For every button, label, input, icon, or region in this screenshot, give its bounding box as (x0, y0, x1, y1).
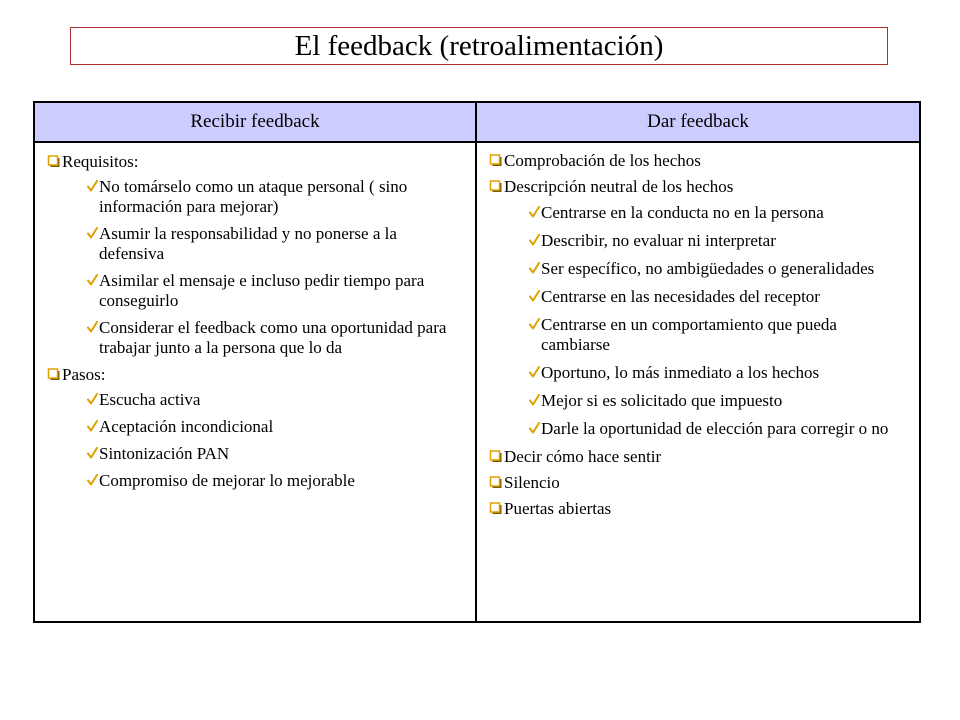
sub-list-item (87, 471, 465, 491)
list-item (489, 499, 909, 519)
checkmark-icon (87, 474, 98, 486)
sub-list-item (529, 315, 909, 355)
checkmark-icon (529, 366, 540, 378)
recibir-list (47, 152, 465, 491)
checkbox-bullet-icon (489, 180, 503, 193)
sub-list-item-text: Darle la oportunidad de elección para corregir o no (541, 419, 889, 438)
list-item-text: Comprobación de los hechos (504, 151, 701, 170)
slide-title-box (70, 27, 888, 65)
checkbox-bullet-icon (489, 450, 503, 463)
list-item-text: Puertas abiertas (504, 499, 612, 518)
checkmark-icon (529, 206, 540, 218)
body-row (34, 142, 920, 622)
dar-list (489, 151, 909, 519)
checkmark-icon (87, 227, 98, 239)
list-item-text: Silencio (504, 473, 560, 492)
checkmark-icon (87, 447, 98, 459)
checkmark-icon (87, 274, 98, 286)
sub-list-item-text: Compromiso de mejorar lo mejorable (99, 471, 355, 490)
checkmark-icon (529, 290, 540, 302)
feedback-table (33, 101, 921, 623)
recibir-cell (34, 142, 476, 622)
checkbox-bullet-icon (47, 155, 61, 168)
sub-list-item (87, 224, 465, 264)
sub-list-item-text: Asimilar el mensaje e incluso pedir tiempo para conseguirlo (99, 271, 425, 310)
sub-list-item (87, 417, 465, 437)
list-item-text: Pasos: (62, 365, 106, 384)
checkmark-icon (529, 262, 540, 274)
checkmark-icon (529, 422, 540, 434)
sub-list-item-text: Ser específico, no ambigüedades o generalidades (541, 259, 875, 278)
sub-list-item-text: Mejor si es solicitado que impuesto (541, 391, 783, 410)
sub-list-item (87, 318, 465, 358)
checkmark-icon (529, 394, 540, 406)
checkmark-icon (529, 318, 540, 330)
sub-list-item-text: No tomárselo como un ataque personal ( sino información para mejorar) (99, 177, 408, 216)
sub-list-item (529, 231, 909, 251)
header-dar: Dar feedback (476, 102, 920, 142)
list-item (47, 365, 465, 385)
sub-list-item-text: Asumir la responsabilidad y no ponerse a la defensiva (99, 224, 397, 263)
sub-list-item-text: Escucha activa (99, 390, 201, 409)
sub-list-item (529, 363, 909, 383)
checkmark-icon (87, 420, 98, 432)
checkbox-bullet-icon (489, 154, 503, 167)
list-item-text: Requisitos: (62, 152, 139, 171)
slide-title: El feedback (retroalimentación) (294, 29, 664, 62)
list-item-text: Decir cómo hace sentir (504, 447, 662, 466)
dar-cell (476, 142, 920, 622)
sub-list-item (529, 391, 909, 411)
sub-list-item-text: Aceptación incondicional (99, 417, 274, 436)
header-recibir: Recibir feedback (34, 102, 476, 142)
list-item (47, 152, 465, 172)
sub-list-item (529, 419, 909, 439)
sub-list-item (87, 177, 465, 217)
list-item (489, 473, 909, 493)
sub-list-item (529, 287, 909, 307)
sub-list-item-text: Describir, no evaluar ni interpretar (541, 231, 776, 250)
sub-list-item-text: Oportuno, lo más inmediato a los hechos (541, 363, 820, 382)
checkmark-icon (87, 393, 98, 405)
sub-list-item (87, 271, 465, 311)
sub-list-item (529, 259, 909, 279)
checkmark-icon (87, 180, 98, 192)
checkmark-icon (87, 321, 98, 333)
sub-list-item (87, 444, 465, 464)
sub-list-item (529, 203, 909, 223)
header-row (34, 102, 920, 142)
checkbox-bullet-icon (47, 368, 61, 381)
sub-list-item-text: Centrarse en las necesidades del receptor (541, 287, 820, 306)
checkbox-bullet-icon (489, 502, 503, 515)
sub-list-item-text: Considerar el feedback como una oportunidad para trabajar junto a la persona que lo da (99, 318, 447, 357)
sub-list-item-text: Centrarse en un comportamiento que pueda cambiarse (541, 315, 837, 354)
list-item (489, 151, 909, 171)
list-item (489, 177, 909, 197)
list-item (489, 447, 909, 467)
sub-list-item-text: Centrarse en la conducta no en la persona (541, 203, 824, 222)
sub-list-item-text: Sintonización PAN (99, 444, 230, 463)
checkmark-icon (529, 234, 540, 246)
sub-list-item (87, 390, 465, 410)
checkbox-bullet-icon (489, 476, 503, 489)
list-item-text: Descripción neutral de los hechos (504, 177, 734, 196)
